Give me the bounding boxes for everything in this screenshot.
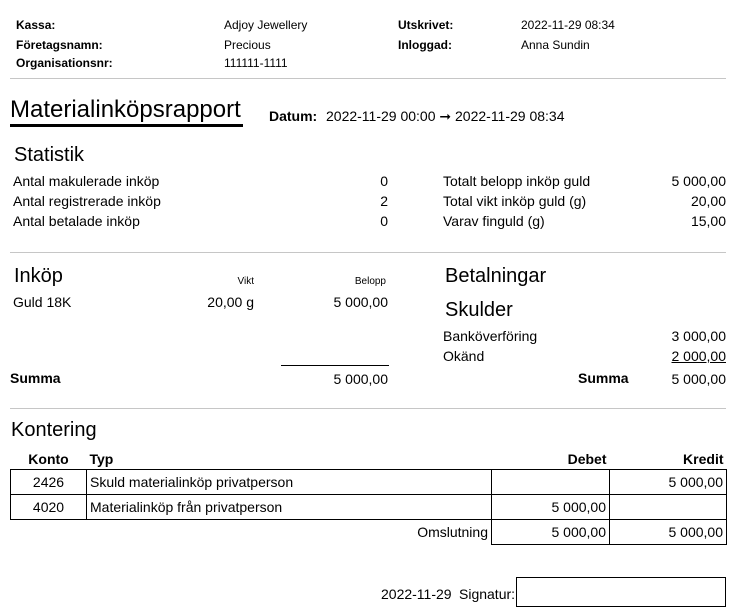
skulder-heading: Skulder [445,299,513,321]
orgnr-label: Organisationsnr: [16,56,113,70]
signatur-label: Signatur: [459,586,516,602]
kontering-kredit: 5 000,00 [610,470,727,495]
report-title-underline [10,124,243,127]
kontering-omslutning-kredit: 5 000,00 [610,520,727,545]
kassa-value: Adjoy Jewellery [224,18,308,32]
utskrivet-label: Utskrivet: [398,18,454,32]
inkop-row-belopp: 5 000,00 [333,294,388,310]
foretag-label: Företagsnamn: [16,38,103,52]
betal-row-value: 2 000,00 [671,348,726,364]
statistik-heading: Statistik [14,144,85,166]
betal-summa-value: 5 000,00 [671,371,726,387]
orgnr-value: 111111-1111 [224,56,288,70]
kontering-konto: 2426 [11,470,87,495]
stat-left-label: Antal makulerade inköp [13,173,160,189]
inkop-heading: Inköp [14,265,63,287]
kontering-omslutning-debet: 5 000,00 [492,520,610,545]
stat-right-label: Varav finguld (g) [443,213,545,229]
kontering-header-row [11,449,727,470]
utskrivet-value: 2022-11-29 08:34 [521,18,615,32]
inkop-col-vikt: Vikt [237,276,254,287]
kontering-omslutning-row [11,520,727,545]
report-title: Materialinköpsrapport [10,96,241,123]
betalningar-heading: Betalningar [445,265,547,287]
statistik-divider [10,252,726,253]
kassa-label: Kassa: [16,18,56,32]
kontering-typ: Skuld materialinköp privatperson [87,470,492,495]
header-divider [10,78,726,79]
betal-summa-label: Summa [578,370,629,386]
kontering-col-kredit: Kredit [610,449,727,470]
signature-box[interactable] [516,577,726,607]
table-row [11,495,727,520]
kontering-konto: 4020 [11,495,87,520]
kontering-empty-cell [11,520,87,545]
kontering-table [10,449,727,545]
datum-value: 2022-11-29 00:00 ➞ 2022-11-29 08:34 [326,108,565,124]
stat-left-value: 2 [380,193,388,209]
kontering-col-konto: Konto [11,449,87,470]
betal-row-label: Banköverföring [443,328,538,344]
betal-row-value: 3 000,00 [671,328,726,344]
table-row [11,470,727,495]
footer-date: 2022-11-29 [381,586,452,602]
stat-right-value: 20,00 [690,193,726,209]
stat-right-label: Totalt belopp inköp guld [443,173,591,189]
kontering-kredit [610,495,727,520]
kontering-debet: 5 000,00 [492,495,610,520]
stat-left-label: Antal betalade inköp [13,213,140,229]
stat-right-value: 15,00 [690,213,726,229]
inkop-row-vikt: 20,00 g [207,294,254,310]
stat-right-label: Total vikt inköp guld (g) [443,193,587,209]
kontering-heading: Kontering [11,419,97,441]
stat-left-value: 0 [380,173,388,189]
kontering-debet [492,470,610,495]
kontering-col-debet: Debet [492,449,610,470]
kontering-omslutning-label: Omslutning [417,524,488,541]
stat-left-value: 0 [380,213,388,229]
kontering-typ: Materialinköp från privatperson [87,495,492,520]
inkop-sum-line [281,365,389,366]
inkop-summa-value: 5 000,00 [333,371,388,387]
inkop-col-belopp: Belopp [354,276,386,287]
inkop-divider [10,408,726,409]
foretag-value: Precious [224,38,271,52]
stat-left-label: Antal registrerade inköp [13,193,161,209]
inkop-summa-label: Summa [10,370,61,386]
inloggad-label: Inloggad: [398,38,452,52]
inkop-row-name: Guld 18K [13,294,72,310]
betal-row-label: Okänd [443,348,485,364]
kontering-col-typ: Typ [87,449,492,470]
inloggad-value: Anna Sundin [521,38,590,52]
stat-right-value: 5 000,00 [671,173,726,189]
datum-label: Datum: [269,108,318,124]
